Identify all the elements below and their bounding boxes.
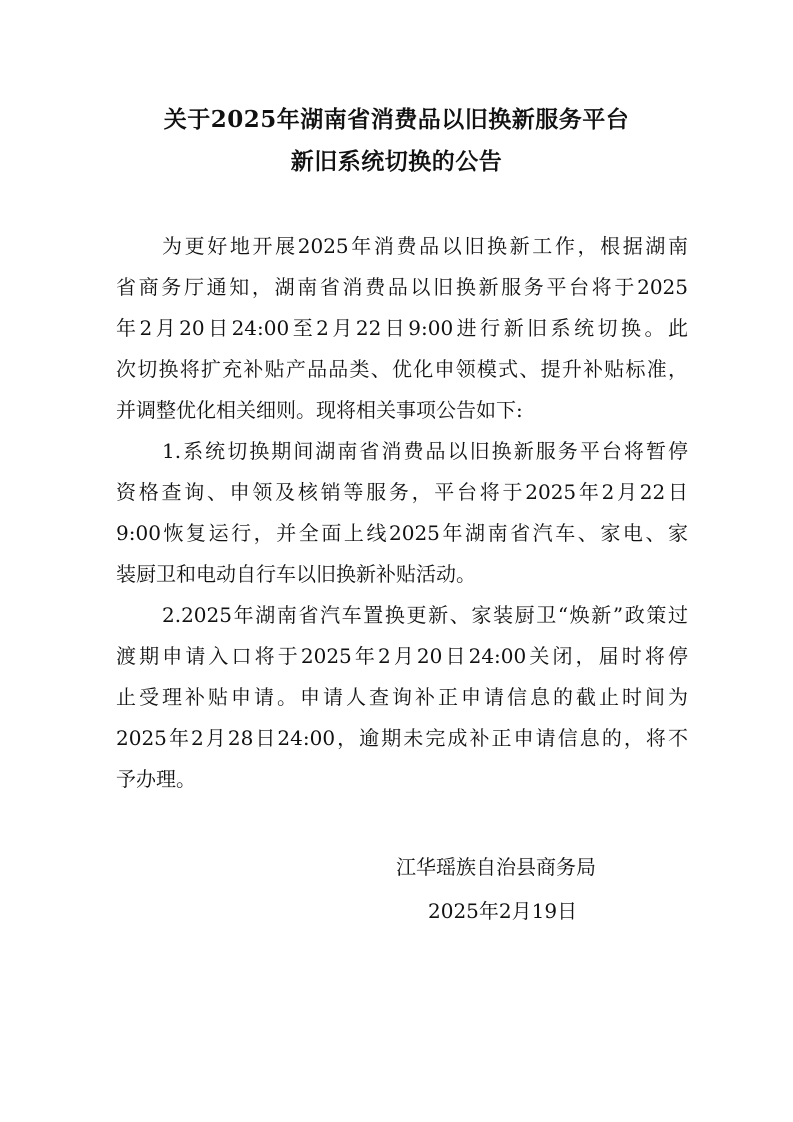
paragraph-line: 2025年2月28日24:00，逾期未完成补正申请信息的，将不 (116, 726, 688, 750)
document-title-line-1: 关于2025年湖南省消费品以旧换新服务平台 (163, 106, 630, 133)
paragraph-line: 并调整优化相关细则。现将相关事项公告如下: (116, 398, 523, 422)
paragraph-line: 资格查询、申领及核销等服务，平台将于2025年2月22日 (116, 480, 688, 504)
paragraph-line: 渡期申请入口将于2025年2月20日24:00关闭，届时将停 (116, 644, 688, 668)
issuer-signature: 江华瑶族自治县商务局 (396, 855, 596, 879)
item-1-paragraph (116, 431, 688, 595)
document-body (116, 226, 688, 800)
issue-date: 2025年2月19日 (428, 899, 578, 923)
paragraph-line: 1.系统切换期间湖南省消费品以旧换新服务平台将暂停 (162, 439, 688, 463)
paragraph-line: 为更好地开展2025年消费品以旧换新工作，根据湖南 (162, 234, 688, 258)
paragraph-line: 止受理补贴申请。申请人查询补正申请信息的截止时间为 (116, 685, 688, 709)
paragraph-line: 装厨卫和电动自行车以旧换新补贴活动。 (116, 562, 476, 586)
paragraph-line: 省商务厅通知，湖南省消费品以旧换新服务平台将于2025 (116, 275, 688, 299)
document-title-line-2: 新旧系统切换的公告 (290, 148, 503, 175)
paragraph-line: 年2月20日24:00至2月22日9:00进行新旧系统切换。此 (116, 316, 688, 340)
intro-paragraph (116, 226, 688, 431)
item-2-paragraph (116, 595, 688, 800)
paragraph-line: 次切换将扩充补贴产品品类、优化申领模式、提升补贴标准， (116, 357, 688, 381)
paragraph-line: 9:00恢复运行，并全面上线2025年湖南省汽车、家电、家 (116, 521, 688, 545)
paragraph-line: 予办理。 (116, 767, 196, 791)
paragraph-line: 2.2025年湖南省汽车置换更新、家装厨卫“焕新”政策过 (162, 603, 688, 627)
